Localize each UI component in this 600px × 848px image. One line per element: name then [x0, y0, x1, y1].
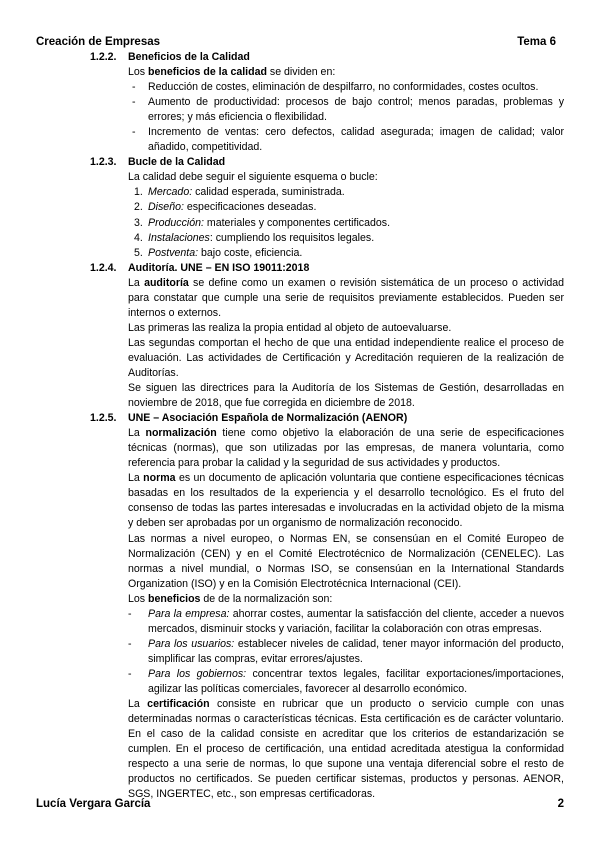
- text: La: [128, 472, 144, 485]
- section-title: Beneficios de la Calidad: [128, 51, 250, 63]
- section-number: 1.2.2.: [90, 51, 117, 63]
- list-item: [148, 637, 564, 667]
- paragraph: [128, 276, 564, 321]
- list-item: - Incremento de ventas: cero defectos, calidad asegurada; imagen de calidad; valor añadido, competitividad.: [148, 125, 564, 155]
- bold-term: normalización: [145, 427, 217, 440]
- bold-term: auditoría: [144, 276, 189, 289]
- header-topic: Tema 6: [517, 36, 556, 48]
- footer-author: Lucía Vergara García: [36, 798, 151, 810]
- item-number: 1.: [134, 186, 143, 199]
- paragraph: Las segundas comportan el hecho de que una entidad independiente realice el proceso de evaluación. Las actividades de Certificación y Acreditación requieren de la realización de Auditorías.: [128, 336, 564, 379]
- list-item: [148, 607, 564, 637]
- text: se define como un examen o revisión sistemática de un proceso o actividad para constatar que cumple una serie de requisitos previamente establecidos. Pueden ser internos o externos.: [128, 276, 565, 319]
- item-number: 4.: [134, 231, 143, 244]
- item-key: Diseño:: [148, 201, 184, 214]
- text: de de la normalización son:: [200, 592, 333, 605]
- paragraph: Las primeras las realiza la propia entidad al objeto de autoevaluarse.: [128, 321, 452, 334]
- item-text: calidad esperada, suministrada.: [192, 186, 345, 199]
- section-intro: [90, 65, 564, 80]
- header-subject: Creación de Empresas: [36, 36, 161, 48]
- item-key: Postventa:: [148, 246, 199, 259]
- paragraph: Se siguen las directrices para la Auditoría de los Sistemas de Gestión, desarrolladas en noviembre de 2018, que fue corregida en diciembre de 2018.: [128, 382, 564, 410]
- list-item: [134, 200, 564, 215]
- quality-loop-list: [90, 185, 564, 260]
- bold-term: certificación: [147, 698, 210, 711]
- list-item: - Aumento de productividad: procesos de bajo control; menos paradas, problemas y errores; y más eficiencia o flexibilidad.: [148, 95, 564, 125]
- item-key: Para los gobiernos:: [148, 667, 247, 680]
- paragraph: [128, 426, 564, 471]
- list-item: [134, 185, 564, 200]
- list-item: [134, 231, 564, 246]
- item-key: Para la empresa:: [148, 607, 230, 620]
- section-intro: La calidad debe seguir el siguiente esquema o bucle:: [128, 171, 378, 184]
- paragraph: [128, 471, 564, 531]
- section-body: [90, 426, 564, 607]
- text: Los: [128, 592, 149, 605]
- section-heading-1-2-4: [90, 261, 564, 276]
- item-number: 3.: [134, 216, 143, 229]
- item-text: : cumpliendo los requisitos legales.: [209, 231, 375, 244]
- section-number: 1.2.5.: [90, 412, 117, 425]
- list-item: [134, 246, 564, 261]
- section-number: 1.2.4.: [90, 261, 117, 274]
- text: La: [128, 427, 146, 440]
- page-footer: [36, 798, 564, 812]
- section-number: 1.2.3.: [90, 156, 117, 169]
- section-body: [90, 276, 564, 411]
- section-heading-1-2-2: [90, 50, 564, 65]
- page-number: 2: [557, 798, 564, 810]
- item-text: establecer niveles de calidad, tener mayor información del producto, simplificar las compras, evitar errores/ajustes.: [148, 637, 564, 665]
- page-header: [36, 36, 564, 50]
- page-content: [90, 50, 564, 802]
- paragraph: [128, 697, 564, 802]
- item-text: materiales y componentes certificados.: [203, 216, 391, 229]
- normalization-benefits-list: [90, 607, 564, 697]
- section-heading-1-2-5: [90, 411, 564, 426]
- benefits-list: [90, 80, 564, 155]
- bold-term: norma: [143, 472, 176, 485]
- list-item: [148, 667, 564, 697]
- text: consiste en rubricar que un producto o servicio cumple con unas determinadas normas o características técnicas. Esta certificación es de carácter voluntario. En el caso de la calidad consiste en acreditar que los criterios de estandarización se cumplen. En el proceso de certificación, una entidad acreditada atestigua la conformidad respecto a una serie de normas, lo que supone una ventaja diferencial sobre el resto de productos no certificados. Se pueden certificar sistemas, productos y personas. AENOR, SGS, INGERTEC, etc., son empresas certificadoras.: [128, 698, 564, 801]
- item-key: Instalaciones: [148, 231, 210, 244]
- item-key: Mercado:: [148, 186, 193, 199]
- section-heading-1-2-3: [90, 155, 564, 170]
- item-number: 5.: [134, 246, 143, 259]
- paragraph: Las normas a nivel europeo, o Normas EN, se consensúan en el Comité Europeo de Normalización (CEN) y en el Comité Electrotécnico de Normalización (CENELEC). Las normas a nivel mundial, o Normas ISO, se consensúan en la International Standards Organization (ISO) y en la Comisión Electrotécnica Internacional (CEI).: [128, 532, 564, 590]
- item-text: concentrar textos legales, facilitar exportaciones/importaciones, agilizar las políticas comerciales, favorecer al desarrollo económico.: [148, 667, 564, 695]
- list-item: - Reducción de costes, eliminación de despilfarro, no conformidades, costes ocultos.: [148, 80, 564, 95]
- bold-term: beneficios de la calidad: [148, 66, 267, 79]
- item-key: Producción:: [148, 216, 204, 229]
- text: Los: [128, 66, 149, 79]
- text: se dividen en:: [266, 66, 336, 79]
- text: es un documento de aplicación voluntaria que contiene especificaciones técnicas basadas en los resultados de la experiencia y el desarrollo tecnológico. Es el fruto del consenso de todas las partes interesadas e involucradas en la actividad objeto de la misma y deben ser aprobadas por un organismo de normalización reconocido.: [128, 472, 564, 530]
- item-text: especificaciones deseadas.: [183, 201, 317, 214]
- item-key: Para los usuarios:: [148, 637, 235, 650]
- text: La: [128, 698, 148, 711]
- section-body: [90, 697, 564, 802]
- section-title: Auditoría. UNE – EN ISO 19011:2018: [128, 261, 310, 274]
- bold-term: beneficios: [148, 592, 201, 605]
- section-title: UNE – Asociación Española de Normalización (AENOR): [128, 412, 408, 425]
- text: La: [128, 276, 145, 289]
- item-text: ahorrar costes, aumentar la satisfacción del cliente, acceder a nuevos mercados, disminuir stocks y variación, facilitar la colaboración con otras empresas.: [148, 607, 565, 635]
- paragraph: [128, 592, 564, 607]
- item-number: 2.: [134, 201, 143, 214]
- item-text: bajo coste, eficiencia.: [198, 246, 303, 259]
- section-title: Bucle de la Calidad: [128, 156, 226, 169]
- text: tiene como objetivo la elaboración de una serie de especificaciones técnicas (normas), que son utilizadas por las empresas, de manera voluntaria, como referencia para probar la calidad y la seguridad de sus actividades y productos.: [128, 427, 564, 470]
- list-item: [134, 216, 564, 231]
